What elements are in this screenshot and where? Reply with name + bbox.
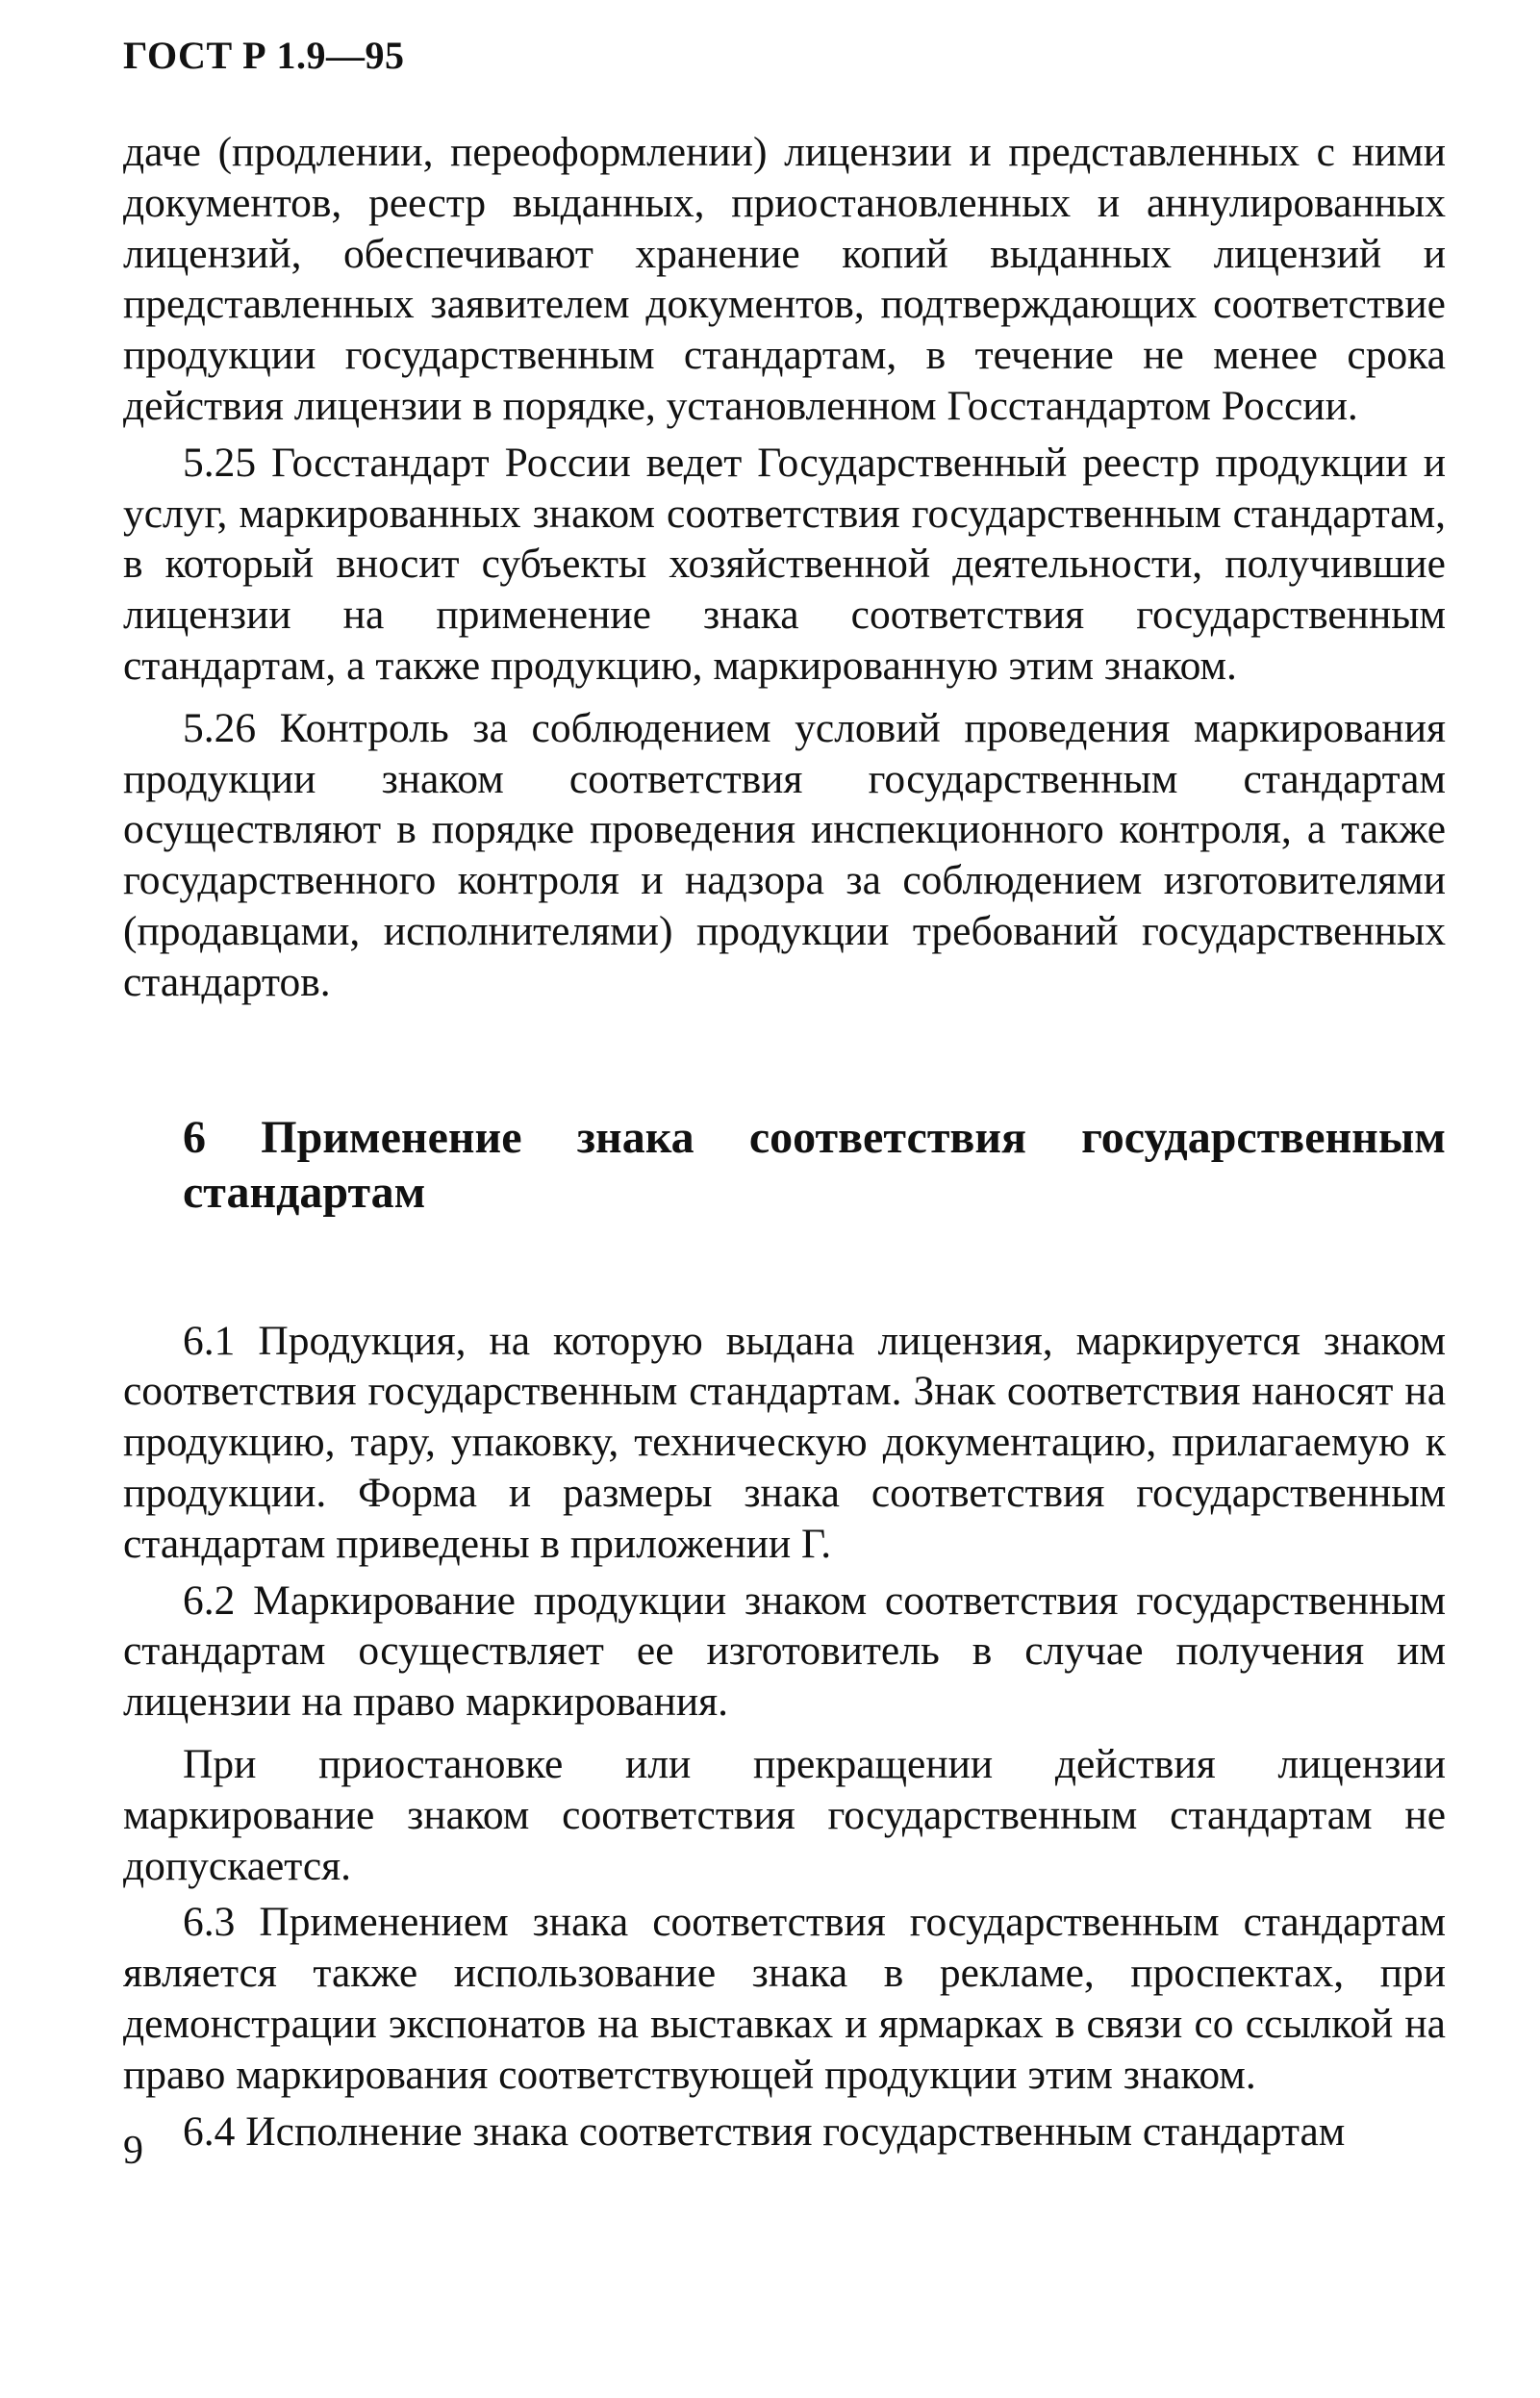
paragraph-5-26: 5.26 Контроль за соблюдением условий проведения маркирования продукции знаком соответствия государственным стандартам осуществляют в порядке проведения инспекционного контроля, а также государственного контроля и надзора за соблюдением изготовителями (продавцами, исполнителями) продукции требований государственных стандартов. [123, 704, 1446, 1005]
paragraph-6-3: 6.3 Применением знака соответствия государственным стандартам является также использование знака в рекламе, проспектах, при демонстрации экспонатов на выставках и ярмарках в связи со ссылкой на право маркирования соответствующей продукции этим знаком. [123, 1899, 1446, 2098]
paragraph-6-2: 6.2 Маркирование продукции знаком соответствия государственным стандартам осуществляет ее изготовитель в случае получения им лицензии на право маркирования. [123, 1577, 1446, 1726]
paragraph-6-2-continuation: При приостановке или прекращении действия лицензии маркирование знаком соответствия государственным стандартам не допускается. [123, 1740, 1446, 1889]
paragraph-continuation: даче (продлении, переоформлении) лицензии и представленных с ними документов, реестр выданных, приостановленных и аннулированных лицензий, обеспечивают хранение копий выданных лицензий и представленных заявителем документов, подтверждающих соответствие продукции государственным стандартам, в течение не менее срока действия лицензии в порядке, установленном Госстандартом России. [123, 129, 1446, 429]
document-body [123, 127, 1446, 2157]
paragraph-5-25: 5.25 Госстандарт России ведет Государственный реестр продукции и услуг, маркированных знаком соответствия государственным стандартам, в который вносит субъекты хозяйственной деятельности, получившие лицензии на применение знака соответствия государственным стандартам, а также продукцию, маркированную этим знаком. [123, 439, 1446, 689]
paragraph-6-4: 6.4 Исполнение знака соответствия государственным стандартам [183, 2108, 1346, 2155]
paragraph-6-1: 6.1 Продукция, на которую выдана лицензия, маркируется знаком соответствия государственным стандартам. Знак соответствия наносят на продукцию, тару, упаковку, техническую документацию, прилагаемую к продукции. Форма и размеры знака соответствия государственным стандартам приведены в приложении Г. [123, 1317, 1446, 1567]
document-header: ГОСТ Р 1.9—95 [123, 34, 405, 77]
page-number: 9 [123, 2129, 143, 2173]
section-6-title: 6 Применение знака соответствия государственным стандартам [183, 1111, 1446, 1218]
